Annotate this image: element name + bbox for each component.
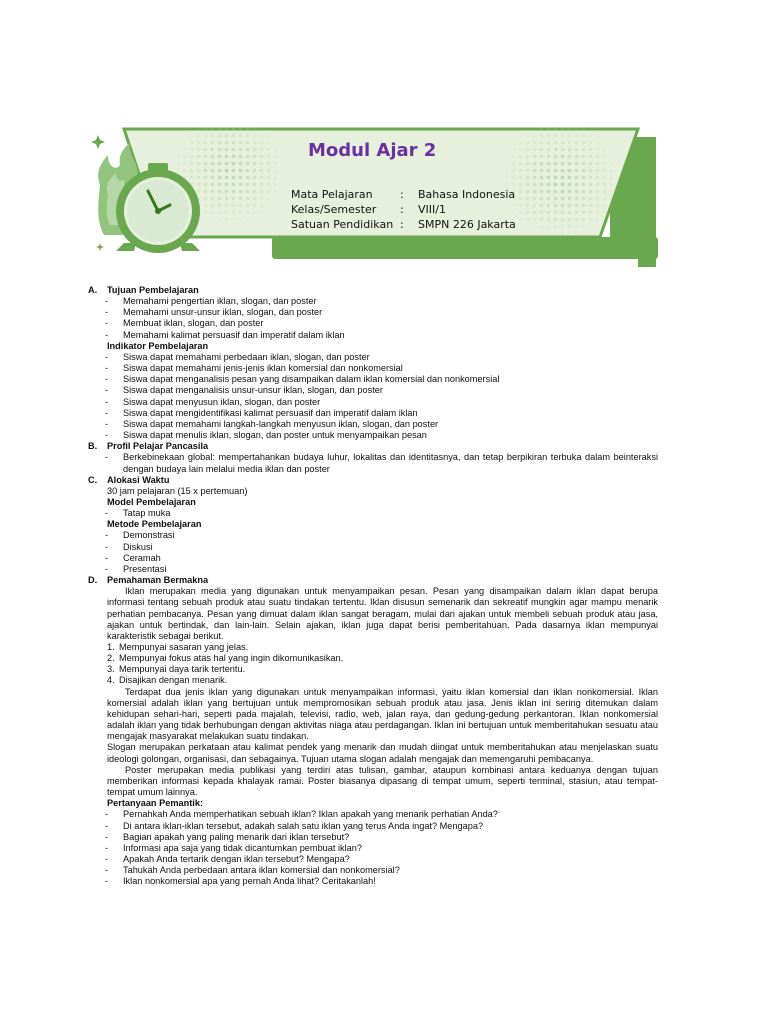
- list-item-text: Ceramah: [123, 552, 161, 563]
- learning-objectives-list: [88, 296, 658, 341]
- bullet-dash: -: [105, 820, 109, 831]
- item-text: Mempunyai sasaran yang jelas.: [119, 642, 249, 652]
- section-heading-c: C. Alokasi Waktu: [88, 474, 170, 485]
- list-item-text: Siswa dapat menganalisis pesan yang disampaikan dalam iklan komersial dan nonkomersial: [123, 374, 500, 385]
- method-heading: Metode Pembelajaran: [107, 519, 202, 530]
- item-number: 1.: [107, 642, 115, 652]
- bullet-dash: -: [105, 541, 109, 552]
- characteristics-list: [88, 642, 658, 687]
- list-item: [88, 430, 658, 441]
- bullet-dash: -: [105, 374, 109, 385]
- bullet-dash: -: [105, 530, 109, 541]
- bullet-dash: -: [105, 329, 109, 340]
- item-number: 4.: [107, 675, 115, 686]
- list-item: [88, 542, 658, 553]
- bullet-dash: -: [105, 552, 109, 563]
- list-item-text: Tatap muka: [123, 508, 171, 519]
- list-item-text: Siswa dapat menulis iklan, slogan, dan poster untuk menyampaikan pesan: [123, 430, 427, 441]
- list-item: [88, 397, 658, 408]
- bullet-dash: -: [105, 396, 109, 407]
- list-item-text: Di antara iklan-iklan tersebut, adakah salah satu iklan yang terus Anda ingat? Mengapa?: [123, 820, 484, 831]
- list-item-text: Apakah Anda tertarik dengan iklan tersebut? Mengapa?: [123, 853, 350, 864]
- meta-row-school: [291, 218, 516, 233]
- list-item: [88, 876, 658, 887]
- bullet-dash: -: [105, 452, 109, 463]
- paragraph-poster: Poster merupakan media publikasi yang terdiri atas tulisan, gambar, ataupun kombinasi antara keduanya dengan tujuan memberikan informasi kepada khalayak ramai. Poster biasanya dipasang di tempat umum, seperti terminal, stasiun, atau tempat-tempat umum lainnya.: [107, 764, 658, 798]
- item-number: 2.: [107, 653, 115, 664]
- list-item-text: Membuat iklan, slogan, dan poster: [123, 318, 264, 329]
- paragraph-slogan: Slogan merupakan perkataan atau kalimat pendek yang menarik dan mudah diingat untuk memberitahukan atau menjelaskan suatu ideologi golongan, organisasi, dan sebagainya. Tujuan utama slogan adalah mengajak dan memengaruhi pembacanya.: [107, 742, 658, 764]
- bullet-dash: -: [105, 363, 109, 374]
- meta-label: Mata Pelajaran: [291, 188, 373, 201]
- bullet-dash: -: [105, 296, 109, 307]
- bullet-dash: -: [105, 430, 109, 441]
- meta-row-subject: [291, 188, 516, 203]
- list-item-text: Memahami pengertian iklan, slogan, dan poster: [123, 296, 317, 307]
- indicator-heading: Indikator Pembelajaran: [107, 340, 209, 351]
- list-item-text: Tahukah Anda perbedaan antara iklan komersial dan nonkomersial?: [123, 865, 400, 876]
- meta-value: Bahasa Indonesia: [418, 188, 516, 201]
- list-item-text: Pernahkah Anda memperhatikan sebuah iklan? Iklan apakah yang menarik perhatian Anda?: [123, 809, 498, 820]
- meta-value: SMPN 226 Jakarta: [418, 218, 516, 231]
- bullet-dash: -: [105, 831, 109, 842]
- questions-list: [88, 809, 658, 887]
- list-item: [88, 363, 658, 374]
- list-item: [88, 530, 658, 541]
- bullet-dash: -: [105, 351, 109, 362]
- meta-label: Kelas/Semester: [291, 203, 377, 216]
- list-item-text: Demonstrasi: [123, 530, 175, 541]
- time-allocation: 30 jam pelajaran (15 x pertemuan): [107, 485, 248, 496]
- list-item: [88, 508, 658, 519]
- bullet-dash: -: [105, 809, 109, 820]
- method-list: [88, 530, 658, 575]
- document-body: [88, 285, 658, 887]
- profile-list: [88, 452, 658, 474]
- list-item: [88, 553, 658, 564]
- list-item-text: Siswa dapat menyusun iklan, slogan, dan poster: [123, 396, 321, 407]
- list-item-text: Siswa dapat mengidentifikasi kalimat persuasif dan imperatif dalam iklan: [123, 407, 418, 418]
- indicator-list: [88, 352, 658, 441]
- numbered-item: [88, 642, 658, 653]
- section-heading-b: B. Profil Pelajar Pancasila: [88, 441, 209, 452]
- item-text: Disajikan dengan menarik.: [119, 675, 228, 686]
- list-item-text: Memahami unsur-unsur iklan, slogan, dan poster: [123, 307, 323, 318]
- item-text: Mempunyai fokus atas hal yang ingin dikomunikasikan.: [119, 653, 344, 664]
- list-item: [88, 865, 658, 876]
- list-item: [88, 832, 658, 843]
- bullet-dash: -: [105, 865, 109, 876]
- meta-row-class: [291, 203, 516, 218]
- document-meta: [291, 188, 516, 233]
- list-item-text: Bagian apakah yang paling menarik dari iklan tersebut?: [123, 831, 350, 842]
- list-item: [88, 385, 658, 396]
- list-item: [88, 854, 658, 865]
- numbered-item: [88, 675, 658, 686]
- meta-sep: :: [400, 218, 404, 231]
- list-item: [88, 330, 658, 341]
- bullet-dash: -: [105, 508, 109, 519]
- item-number: 3.: [107, 664, 115, 675]
- bullet-dash: -: [105, 853, 109, 864]
- model-list: [88, 508, 658, 519]
- list-item-text: Berkebinekaan global: mempertahankan budaya luhur, lokalitas dan identitasnya, dan tetap berpikiran terbuka dalam beinteraksi dengan budaya lain melalui media iklan dan poster: [123, 452, 658, 474]
- model-heading: Model Pembelajaran: [107, 496, 196, 507]
- banner-bottom-bar: [272, 237, 658, 259]
- paragraph-jenis-iklan: Terdapat dua jenis iklan yang digunakan untuk menyampaikan informasi, yaitu iklan komersial dan iklan nonkomersial. Iklan komersial adalah iklan yang bertujuan untuk mempromosikan sebuah produk atau jasa. Jenis iklan ini sering ditemukan dalam kehidupan sehari-hari, seperti pada majalah, televisi, radio, web, jalan raya, dan gedung-gedung perkantoran. Iklan nonkomersial adalah iklan yang tidak berhubungan dengan aktivitas niaga atau perdagangan. Iklan ini bertujuan untuk memberitahukan sesuatu atau mengajak masyarakat melakukan suatu tindakan.: [107, 686, 658, 742]
- list-item-text: Iklan nonkomersial apa yang pernah Anda lihat? Ceritakanlah!: [123, 876, 376, 887]
- list-item-text: Siswa dapat memahami perbedaan iklan, slogan, dan poster: [123, 351, 370, 362]
- bullet-dash: -: [105, 307, 109, 318]
- list-item-text: Siswa dapat memahami jenis-jenis iklan komersial dan nonkomersial: [123, 363, 403, 374]
- bullet-dash: -: [105, 876, 109, 887]
- bullet-dash: -: [105, 563, 109, 574]
- list-item-text: Informasi apa saja yang tidak dicantumkan pembuat iklan?: [123, 842, 363, 853]
- list-item-text: Siswa dapat memahami langkah-langkah menyusun iklan, slogan, dan poster: [123, 418, 439, 429]
- list-item: [88, 843, 658, 854]
- bullet-dash: -: [105, 418, 109, 429]
- list-item: [88, 419, 658, 430]
- meta-label: Satuan Pendidikan: [291, 218, 394, 231]
- bullet-dash: -: [105, 407, 109, 418]
- numbered-item: [88, 664, 658, 675]
- numbered-item: [88, 653, 658, 664]
- meta-sep: :: [400, 203, 404, 216]
- list-item: [88, 296, 658, 307]
- list-item: [88, 564, 658, 575]
- bullet-dash: -: [105, 842, 109, 853]
- list-item-text: Presentasi: [123, 563, 167, 574]
- meta-value: VIII/1: [418, 203, 446, 216]
- list-item: [88, 307, 658, 318]
- bullet-dash: -: [105, 318, 109, 329]
- list-item: [88, 318, 658, 329]
- list-item-text: Siswa dapat menganalisis unsur-unsur iklan, slogan, dan poster: [123, 385, 383, 396]
- paragraph-iklan: Iklan merupakan media yang digunakan untuk menyampaikan pesan. Pesan yang disampaikan dalam iklan dapat berupa informasi tentang sebuah produk atau suatu tindakan tertentu. Iklan disusun semenarik dan sekreatif mungkin agar mampu menarik perhatian pembacanya. Pesan yang dimuat dalam iklan sangat beragam, mulai dari ajakan untuk membeli sebuah produk atau jasa, ajakan untuk bertindak, dan lain-lain. Selain ajakan, iklan juga dapat berisi pemberitahuan. Pada dasarnya iklan mempunyai karakteristik sebagai berikut.: [107, 586, 658, 641]
- questions-heading: Pertanyaan Pemantik:: [107, 798, 203, 809]
- list-item: [88, 374, 658, 385]
- meta-sep: :: [400, 188, 404, 201]
- item-text: Mempunyai daya tarik tertentu.: [119, 664, 246, 675]
- list-item: [88, 452, 658, 474]
- page-title: Modul Ajar 2: [308, 140, 437, 161]
- list-item: [88, 821, 658, 832]
- list-item: [88, 809, 658, 820]
- section-heading-a: A. Tujuan Pembelajaran: [88, 285, 199, 295]
- list-item: [88, 408, 658, 419]
- bullet-dash: -: [105, 385, 109, 396]
- list-item: [88, 352, 658, 363]
- section-heading-d: D. Pemahaman Bermakna: [88, 575, 209, 586]
- list-item-text: Memahami kalimat persuasif dan imperatif dalam iklan: [123, 329, 345, 340]
- list-item-text: Diskusi: [123, 541, 153, 552]
